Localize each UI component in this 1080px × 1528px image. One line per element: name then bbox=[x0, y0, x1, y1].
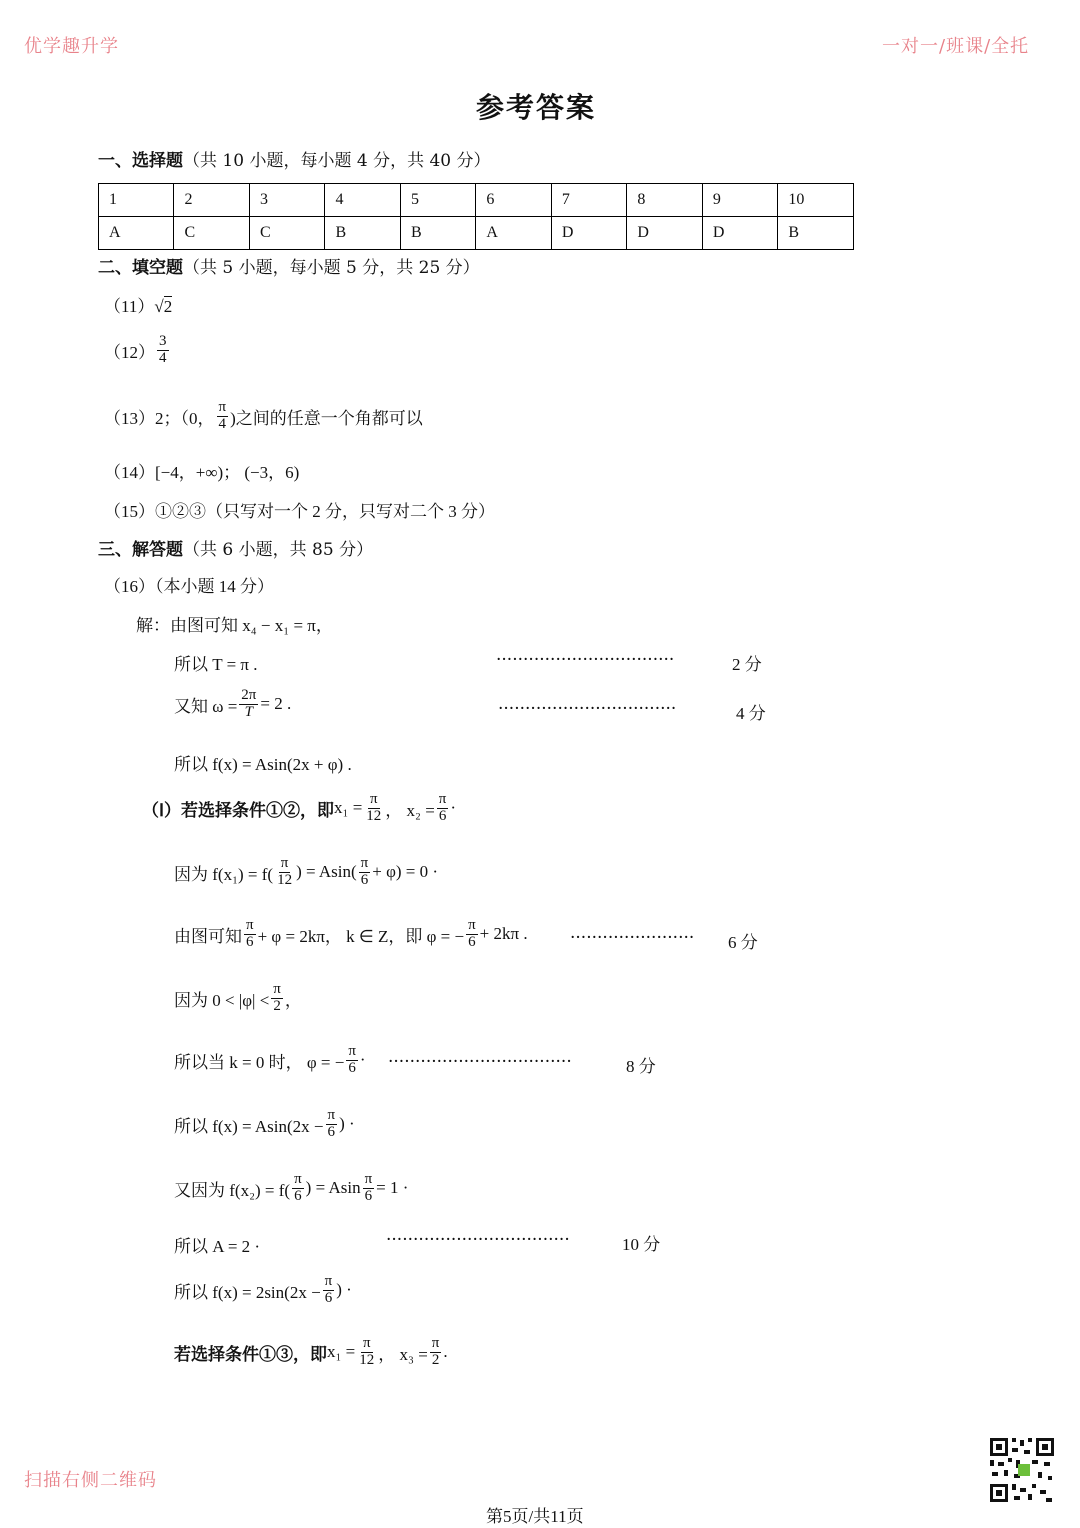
table-cell: B bbox=[325, 217, 400, 250]
case-2-end: . bbox=[443, 1342, 448, 1362]
answer-11-label: （11） bbox=[104, 297, 155, 316]
fraction-denominator: 6 bbox=[468, 933, 476, 950]
case-1-title: （Ⅰ）若选择条件①②，即 bbox=[142, 800, 335, 820]
fraction-denominator: 6 bbox=[438, 807, 447, 824]
case-2-x1: x₁ = bbox=[327, 1342, 356, 1362]
fraction-numerator: 2π bbox=[241, 687, 257, 703]
fraction bbox=[326, 1108, 338, 1141]
table-cell: 6 bbox=[476, 184, 551, 217]
answer-table-answers-row bbox=[99, 217, 854, 250]
fraction-denominator: 6 bbox=[246, 933, 254, 950]
table-cell: D bbox=[551, 217, 626, 250]
watermark-top-left: 优学趣升学 bbox=[24, 36, 119, 57]
section-1-heading bbox=[98, 146, 491, 171]
fraction bbox=[239, 688, 258, 721]
fraction-denominator: 6 bbox=[294, 1187, 302, 1204]
q16-line-3 bbox=[174, 688, 291, 721]
answer-14: （14）[−4，+∞)； (−3，6) bbox=[104, 463, 300, 482]
q16-line-8 bbox=[174, 1044, 366, 1077]
fraction-numerator: π bbox=[273, 981, 281, 997]
fraction-numerator: π bbox=[218, 399, 227, 415]
q16-line-7-b: ， bbox=[284, 990, 302, 1010]
case-1-x2: ， x₂ = bbox=[385, 800, 435, 820]
fraction-numerator: π bbox=[360, 855, 369, 871]
fraction-denominator: 6 bbox=[324, 1289, 333, 1306]
watermark-top-right: 一对一/班课/全托 bbox=[882, 36, 1030, 57]
table-cell: 2 bbox=[174, 184, 249, 217]
fraction-denominator: 12 bbox=[359, 1351, 375, 1368]
q16-line-9 bbox=[174, 1108, 355, 1141]
fraction bbox=[359, 856, 371, 889]
fraction-numerator: π bbox=[369, 791, 378, 807]
fraction-numerator: π bbox=[324, 1273, 333, 1289]
q16-line-11: 所以 A = 2 · bbox=[174, 1237, 261, 1256]
fraction-numerator: π bbox=[362, 1335, 371, 1351]
answer-15: （15）①②③（只写对一个 2 分，只写对二个 3 分） bbox=[104, 502, 495, 521]
fraction-denominator: 4 bbox=[218, 415, 227, 432]
fraction-numerator: 3 bbox=[159, 333, 167, 349]
table-cell: A bbox=[99, 217, 174, 250]
fraction-numerator: π bbox=[364, 1171, 373, 1187]
qr-code-icon[interactable] bbox=[988, 1436, 1056, 1504]
fraction-numerator: π bbox=[438, 791, 447, 807]
answer-13 bbox=[104, 400, 423, 433]
q16-line-7 bbox=[174, 982, 302, 1015]
q16-line-1: 解：由图可知 x₄ − x₁ = π， bbox=[136, 616, 333, 635]
score-label: 10 分 bbox=[622, 1235, 661, 1254]
table-cell: C bbox=[174, 217, 249, 250]
section-2-note: （共 5 小题，每小题 5 分，共 25 分） bbox=[183, 258, 480, 278]
fraction bbox=[437, 792, 449, 825]
fraction bbox=[363, 1172, 375, 1205]
table-cell: B bbox=[778, 217, 854, 250]
watermark-bottom-left: 扫描右侧二维码 bbox=[24, 1470, 157, 1491]
q16-line-3-a: 又知 ω = bbox=[174, 696, 238, 716]
section-3-note: （共 6 小题，共 85 分） bbox=[183, 540, 374, 560]
answer-table-numbers-row bbox=[99, 184, 854, 217]
q16-line-5-a: 因为 f(x₁) = f( bbox=[174, 864, 274, 884]
fraction bbox=[364, 792, 383, 825]
table-cell: 8 bbox=[627, 184, 702, 217]
score-leader: ································· bbox=[498, 699, 677, 719]
section-1-note: （共 10 小题，每小题 4 分，共 40 分） bbox=[183, 151, 491, 171]
fraction-numerator: π bbox=[348, 1043, 356, 1059]
q16-line-5-c: + φ) = 0 · bbox=[372, 862, 439, 882]
score-label: 8 分 bbox=[626, 1057, 656, 1076]
q16-case-2 bbox=[174, 1336, 448, 1369]
table-cell: 3 bbox=[249, 184, 324, 217]
fraction bbox=[323, 1274, 335, 1307]
fraction bbox=[157, 334, 169, 367]
fraction bbox=[466, 918, 478, 951]
case-1-end: · bbox=[450, 798, 457, 818]
answer-table bbox=[98, 183, 854, 250]
q16-line-2: 所以 T = π . bbox=[174, 655, 258, 674]
sqrt-symbol: √ bbox=[154, 297, 164, 316]
q16-line-10-c: = 1 · bbox=[376, 1178, 409, 1198]
q16-line-5-b: ) = Asin( bbox=[296, 862, 357, 882]
q16-line-10-a: 又因为 f(x₂) = f( bbox=[174, 1180, 291, 1200]
q16-line-8-b: · bbox=[359, 1050, 366, 1070]
q16-line-10-b: ) = Asin bbox=[305, 1178, 361, 1198]
table-cell: 5 bbox=[400, 184, 475, 217]
answer-11 bbox=[104, 292, 172, 317]
q16-header: （16）（本小题 14 分） bbox=[104, 577, 274, 596]
q16-line-8-a: 所以当 k = 0 时， φ = − bbox=[174, 1052, 345, 1072]
score-label: 4 分 bbox=[736, 704, 766, 723]
q16-line-4: 所以 f(x) = Asin(2x + φ) . bbox=[174, 755, 352, 774]
fraction bbox=[217, 400, 229, 433]
page-number: 第5页/共11页 bbox=[486, 1507, 584, 1526]
table-cell: C bbox=[249, 217, 324, 250]
score-label: 6 分 bbox=[728, 933, 758, 952]
answer-13-text-b: )之间的任意一个角都可以 bbox=[230, 408, 423, 428]
fraction bbox=[271, 982, 283, 1015]
section-3-title: 三、解答题 bbox=[98, 540, 183, 560]
page-title: 参考答案 bbox=[476, 91, 597, 124]
q16-line-6-a: 由图可知 bbox=[174, 926, 242, 946]
fraction-denominator: 2 bbox=[273, 997, 281, 1014]
table-cell: 1 bbox=[99, 184, 174, 217]
table-cell: D bbox=[627, 217, 702, 250]
q16-line-12 bbox=[174, 1274, 352, 1307]
score-label: 2 分 bbox=[732, 655, 762, 674]
q16-line-12-a: 所以 f(x) = 2sin(2x − bbox=[174, 1282, 321, 1302]
q16-case-1 bbox=[142, 792, 456, 825]
fraction-numerator: π bbox=[431, 1335, 440, 1351]
score-leader: ·································· bbox=[386, 1230, 570, 1250]
section-1-title: 一、选择题 bbox=[98, 151, 183, 171]
score-leader: ·································· bbox=[388, 1052, 572, 1072]
fraction-numerator: π bbox=[246, 917, 254, 933]
fraction-numerator: π bbox=[280, 855, 289, 871]
fraction-denominator: 6 bbox=[360, 871, 369, 888]
fraction-denominator: 6 bbox=[348, 1059, 356, 1076]
qr-code-graphic bbox=[988, 1436, 1056, 1504]
section-3-heading bbox=[98, 535, 373, 560]
answer-12 bbox=[104, 334, 171, 367]
fraction-denominator: 12 bbox=[277, 871, 293, 888]
case-2-x3: ， x₃ = bbox=[378, 1344, 428, 1364]
fraction-denominator: T bbox=[244, 703, 253, 720]
table-cell: 10 bbox=[778, 184, 854, 217]
q16-line-6 bbox=[174, 918, 528, 951]
table-cell: 7 bbox=[551, 184, 626, 217]
fraction bbox=[275, 856, 294, 889]
section-2-heading bbox=[98, 253, 480, 278]
fraction bbox=[292, 1172, 304, 1205]
answer-13-text-a: 2；（0， bbox=[155, 408, 215, 428]
q16-line-7-a: 因为 0 < |φ| < bbox=[174, 990, 270, 1010]
table-cell: D bbox=[702, 217, 777, 250]
q16-line-3-b: = 2 . bbox=[260, 694, 292, 714]
q16-line-5 bbox=[174, 856, 438, 889]
q16-line-10 bbox=[174, 1172, 408, 1205]
q16-line-12-b: ) · bbox=[336, 1280, 352, 1300]
fraction-denominator: 12 bbox=[366, 807, 382, 824]
fraction-numerator: π bbox=[294, 1171, 302, 1187]
fraction-denominator: 4 bbox=[159, 349, 167, 366]
fraction-denominator: 2 bbox=[431, 1351, 440, 1368]
answer-12-label: （12） bbox=[104, 342, 155, 362]
q16-line-9-a: 所以 f(x) = Asin(2x − bbox=[174, 1116, 324, 1136]
score-leader: ································· bbox=[496, 650, 675, 670]
case-2-title: 若选择条件①③，即 bbox=[174, 1344, 327, 1364]
case-1-x1: x₁ = bbox=[334, 798, 363, 818]
fraction-numerator: π bbox=[468, 917, 476, 933]
fraction bbox=[244, 918, 256, 951]
fraction-denominator: 6 bbox=[364, 1187, 373, 1204]
fraction-numerator: π bbox=[327, 1107, 336, 1123]
answer-13-label: （13） bbox=[104, 408, 155, 428]
q16-line-6-c: + 2kπ . bbox=[479, 924, 528, 944]
section-2-title: 二、填空题 bbox=[98, 258, 183, 278]
fraction bbox=[346, 1044, 358, 1077]
fraction bbox=[430, 1336, 442, 1369]
table-cell: A bbox=[476, 217, 551, 250]
answer-11-value: 2 bbox=[163, 297, 173, 316]
q16-line-6-b: + φ = 2kπ， k ∈ Z，即 φ = − bbox=[257, 926, 465, 946]
table-cell: 9 bbox=[702, 184, 777, 217]
table-cell: 4 bbox=[325, 184, 400, 217]
q16-line-9-b: ) · bbox=[339, 1114, 355, 1134]
fraction-denominator: 6 bbox=[327, 1123, 336, 1140]
fraction bbox=[357, 1336, 376, 1369]
table-cell: B bbox=[400, 217, 475, 250]
score-leader: ······················· bbox=[570, 928, 695, 948]
